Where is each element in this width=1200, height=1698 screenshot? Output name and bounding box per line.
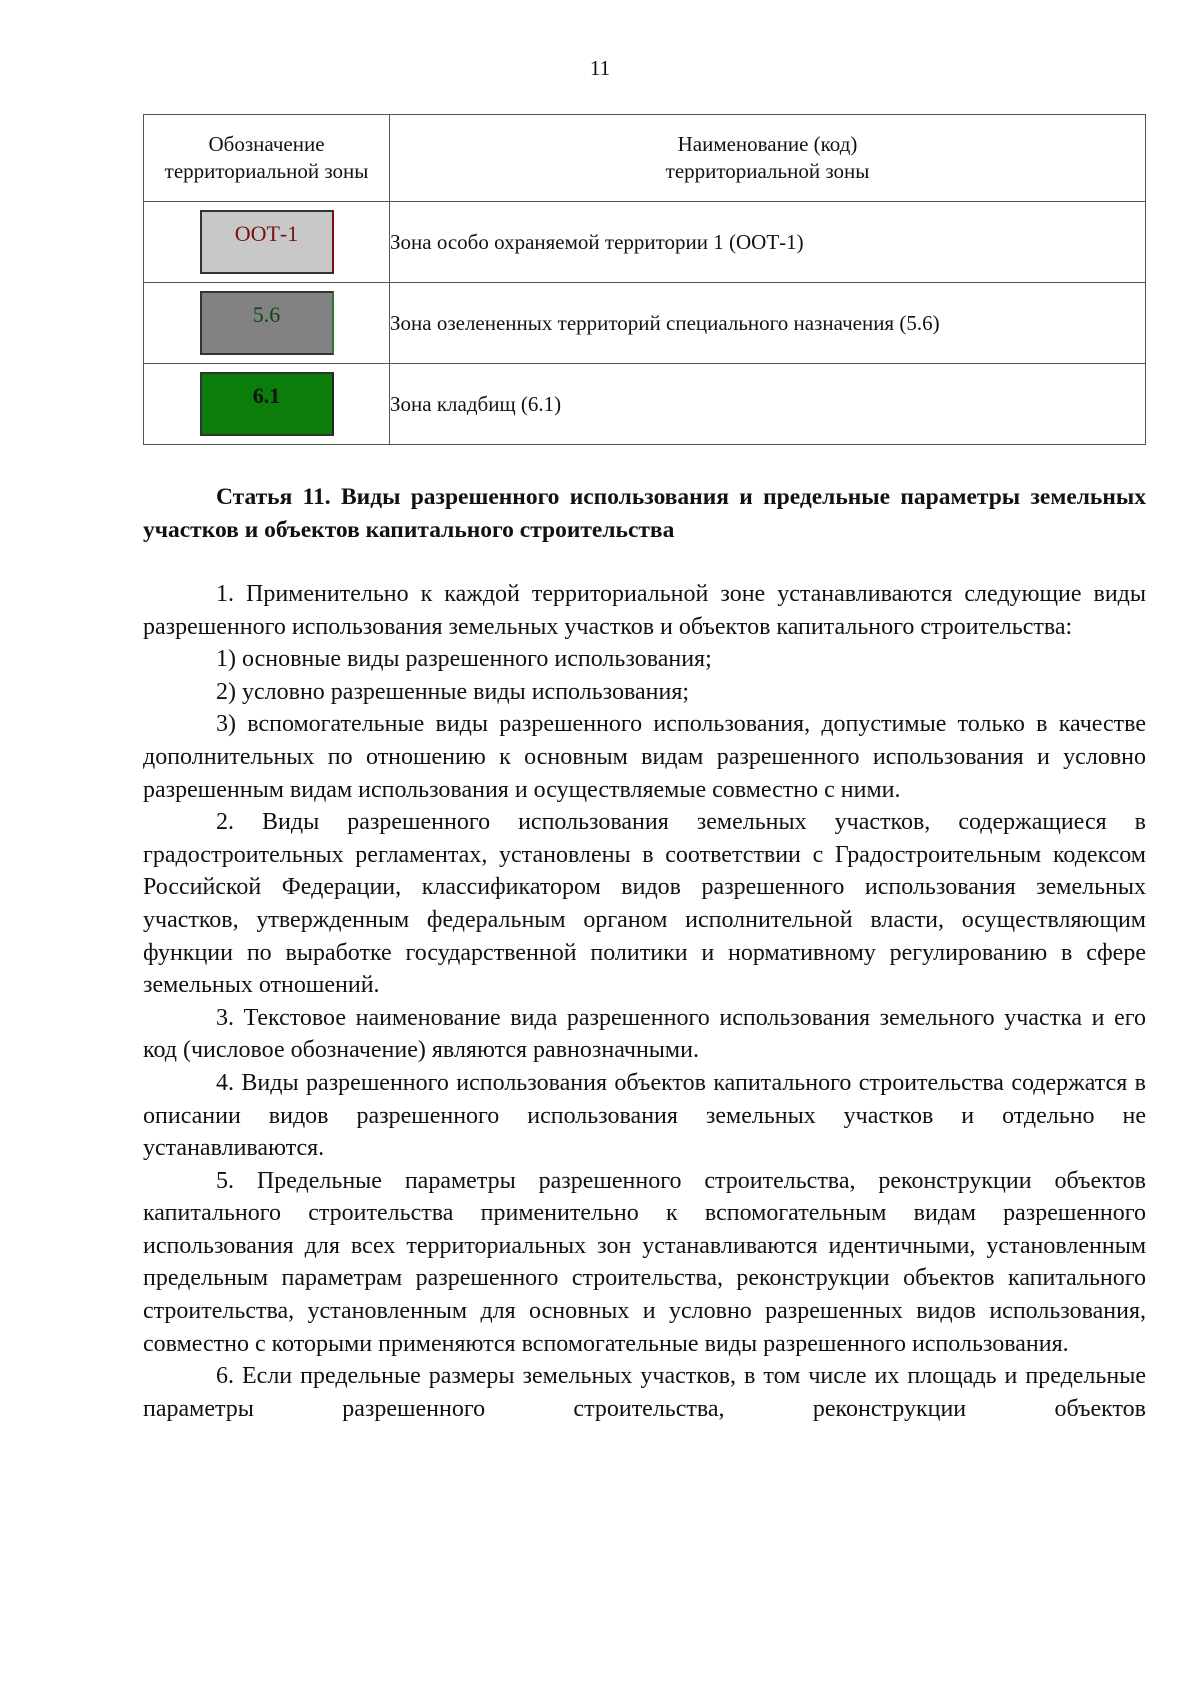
paragraph: 2. Виды разрешенного использования земельных участков, содержащиеся в градостроительных регламентах, установлены в соответствии с Градостроительным кодексом Российской Федерации, классификатором видов разрешенного использования земельных участков, утвержденным федеральным органом исполнительной власти, осуществляющим функции по выработке государственной политики и нормативному регулированию в сфере земельных отношений. — [143, 809, 1146, 999]
paragraph: 2) условно разрешенные виды использования; — [216, 678, 690, 705]
zone-swatch-oot1: ООТ-1 — [200, 210, 334, 274]
document-body — [143, 578, 1146, 1425]
paragraph: 3. Текстовое наименование вида разрешенного использования земельного участка и его код (числовое обозначение) являются равнозначными. — [143, 1004, 1146, 1064]
zone-swatch-cell — [144, 202, 390, 283]
page-number: 11 — [589, 56, 611, 80]
paragraph: 1. Применительно к каждой территориальной зоне устанавливаются следующие виды разрешенного использования земельных участков и объектов капитального строительства: — [143, 581, 1146, 640]
table-header-row — [144, 115, 1146, 202]
zone-swatch-5-6: 5.6 — [200, 291, 334, 355]
header-zone-designation: Обозначение территориальной зоны — [144, 115, 390, 202]
header-zone-name-line2: территориальной зоны — [665, 159, 870, 183]
paragraph: 5. Предельные параметры разрешенного строительства, реконструкции объектов капитального строительства применительно к вспомогательным видам разрешенного использования для всех территориальных зон устанавливаются идентичными, установленным предельным параметрам разрешенного строительства, реконструкции объектов капитального строительства, установленным для основных и условно разрешенных видов использования, совместно с которыми применяются вспомогательные виды разрешенного использования. — [143, 1167, 1146, 1357]
zones-table — [143, 114, 1146, 445]
zone-name: Зона кладбищ (6.1) — [390, 364, 1146, 445]
paragraph: 3) вспомогательные виды разрешенного использования, допустимые только в качестве дополнительных по отношению к основным видам разрешенного использования и условно разрешенным видам использования и осуществляемые совместно с ними. — [143, 711, 1146, 803]
zone-name: Зона озелененных территорий специального назначения (5.6) — [390, 283, 1146, 364]
zone-swatch-6-1: 6.1 — [200, 372, 334, 436]
paragraph: 4. Виды разрешенного использования объектов капитального строительства содержатся в описании видов разрешенного использования земельных участков и отдельно не устанавливаются. — [143, 1069, 1146, 1162]
zone-name: Зона особо охраняемой территории 1 (ООТ-1) — [390, 202, 1146, 283]
paragraph: 1) основные виды разрешенного использования; — [216, 646, 712, 673]
paragraph: 6. Если предельные размеры земельных участков, в том числе их площадь и предельные параметры разрешенного строительства, реконструкции объектов — [143, 1363, 1146, 1422]
header-zone-name — [390, 115, 1146, 202]
zone-swatch-cell — [144, 364, 390, 445]
header-zone-name-line1: Наименование (код) — [677, 132, 858, 156]
zone-swatch-cell — [144, 283, 390, 364]
table-row — [144, 283, 1146, 364]
table-row — [144, 202, 1146, 283]
table-row — [144, 364, 1146, 445]
article-heading: Статья 11. Виды разрешенного использования и предельные параметры земельных участков и объектов капитального строительства — [143, 484, 1146, 543]
